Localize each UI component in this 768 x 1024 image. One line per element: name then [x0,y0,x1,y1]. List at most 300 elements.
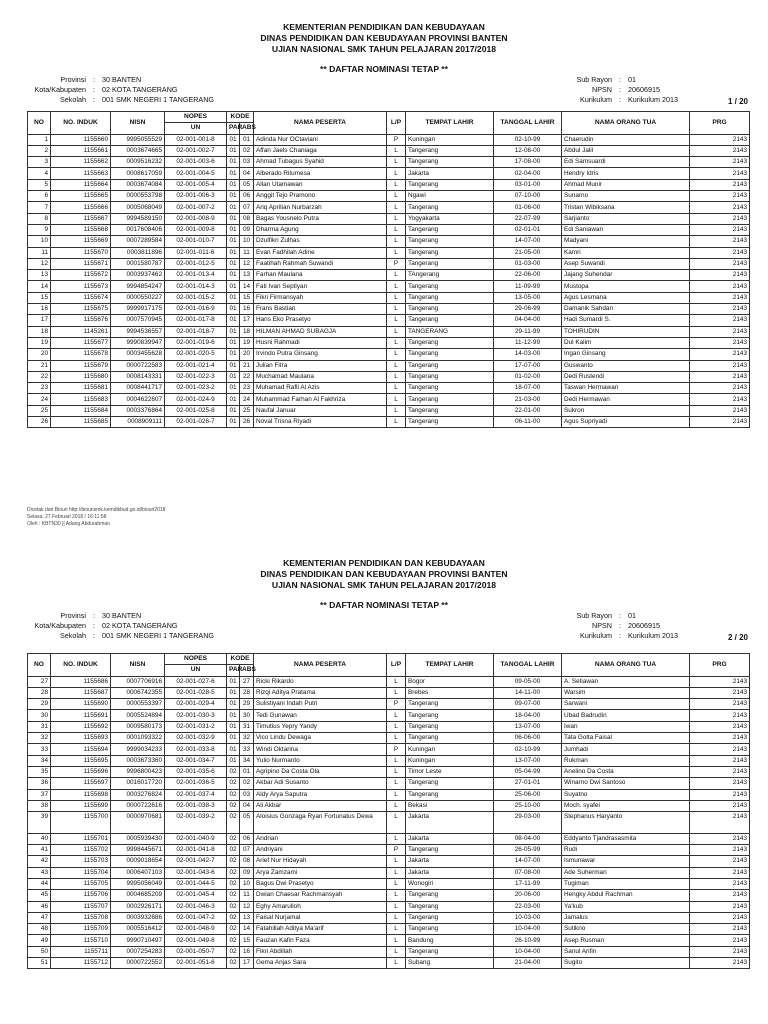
row-no: 30 [28,710,51,721]
row-no: 26 [28,417,51,428]
row-ortu: Abdul Jalil [562,145,690,156]
row-nama: Andriyani [254,845,387,856]
table-row [28,710,750,721]
row-nopes: 02-001-015-2 [165,292,227,303]
row-ortu: Damanik Sahdan [562,304,690,315]
table-row [28,157,750,168]
row-nopes: 02-001-004-5 [165,168,227,179]
row-abs: 08 [240,213,254,224]
row-par: 02 [227,958,240,969]
row-lp: L [387,247,406,258]
row-abs: 24 [240,394,254,405]
row-lp: L [387,224,406,235]
row-tanggal: 13-07-00 [494,721,562,732]
row-tempat: Jakarta [406,812,494,834]
row-tanggal: 02-01-01 [494,224,562,235]
row-no: 27 [28,676,51,687]
row-nisn: 0003811896 [111,247,165,258]
row-prg: 2143 [690,292,750,303]
table-row [28,281,750,292]
row-nama [254,812,387,834]
row-ortu: Tata Golta Faisal [562,733,690,744]
row-tanggal: 08-04-00 [494,833,562,844]
table-row [28,721,750,732]
row-nisn: 9999917175 [111,304,165,315]
row-nisn: 9990710497 [111,935,165,946]
row-nopes: 02-001-029-4 [165,699,227,710]
row-nisn: 0008143331 [111,371,165,382]
row-prg: 2143 [690,270,750,281]
row-prg: 2143 [690,157,750,168]
row-lp: L [387,833,406,844]
row-lp: L [387,304,406,315]
row-induk: 1155663 [51,168,111,179]
row-prg: 2143 [690,789,750,800]
row-prg: 2143 [690,145,750,156]
row-ortu: Taswan Hermawan [562,383,690,394]
row-no: 18 [28,326,51,337]
row-abs: 14 [240,281,254,292]
row-no: 32 [28,733,51,744]
row-nisn: 0016017720 [111,778,165,789]
row-nisn: 9990839947 [111,337,165,348]
row-tempat: Tangerang [406,394,494,405]
row-nama: Fauzan Kafin Faza [254,935,387,946]
header-ministry: KEMENTERIAN PENDIDIKAN DAN KEBUDAYAAN [283,558,485,568]
row-no: 5 [28,179,51,190]
row-nama: Muchamad Maulana [254,371,387,382]
row-lp: P [387,845,406,856]
row-nopes: 02-001-038-3 [165,800,227,811]
row-nopes: 02-001-040-9 [165,833,227,844]
row-tanggal: 10-03-00 [494,912,562,923]
row-nisn: 0003932686 [111,912,165,923]
page-number: 2 / 20 [727,633,748,642]
row-ortu: Ingan Ginsang [562,349,690,360]
row-tempat: Kuningan [406,755,494,766]
row-prg: 2143 [690,315,750,326]
row-nama: Affan Jaels Chaniaga [254,145,387,156]
row-nisn: 0017608406 [111,224,165,235]
row-nisn: 0007254283 [111,946,165,957]
row-nisn: 0005068049 [111,202,165,213]
row-par: 01 [227,236,240,247]
table-row [28,755,750,766]
row-par: 01 [227,721,240,732]
row-prg: 2143 [690,878,750,889]
table-row [28,833,750,844]
row-abs: 25 [240,405,254,416]
row-prg: 2143 [690,812,750,834]
row-ortu: Iwan [562,721,690,732]
row-no: 22 [28,371,51,382]
row-lp: L [387,157,406,168]
table-row [28,935,750,946]
row-par: 01 [227,292,240,303]
row-induk: 1155703 [51,856,111,867]
row-par: 01 [227,258,240,269]
row-tempat: Tangerang [406,789,494,800]
row-nama: Fati Ivan Septiyan [254,281,387,292]
row-abs: 32 [240,733,254,744]
header-ministry: KEMENTERIAN PENDIDIKAN DAN KEBUDAYAAN [283,22,485,32]
row-ortu: Jajang Suhendar [562,270,690,281]
row-prg: 2143 [690,833,750,844]
row-abs: 10 [240,236,254,247]
row-no: 41 [28,845,51,856]
row-abs: 14 [240,924,254,935]
table-row [28,304,750,315]
nominee-table [27,111,750,428]
row-tempat: Tangerang [406,778,494,789]
row-no: 46 [28,901,51,912]
row-ortu: Eddyanto Tjandrasasmita [562,833,690,844]
row-prg: 2143 [690,281,750,292]
row-ortu: Suyatno [562,789,690,800]
row-nisn: 9995055529 [111,134,165,145]
row-par: 02 [227,845,240,856]
row-ortu: Mustopa [562,281,690,292]
row-lp: L [387,281,406,292]
row-tempat: Tangerang [406,360,494,371]
row-lp: L [387,417,406,428]
row-nopes: 02-001-006-3 [165,191,227,202]
row-induk: 1155697 [51,778,111,789]
row-induk: 1155708 [51,912,111,923]
table-row [28,224,750,235]
row-tempat: Tangerang [406,417,494,428]
row-prg: 2143 [690,213,750,224]
row-abs: 08 [240,856,254,867]
provinsi-value: 30 BANTEN [102,75,142,84]
row-lp: L [387,924,406,935]
row-prg: 2143 [690,699,750,710]
row-no: 3 [28,157,51,168]
row-tempat: Brebes [406,687,494,698]
row-nisn: 0000722552 [111,958,165,969]
row-nopes: 02-001-008-9 [165,213,227,224]
row-nopes: 02-001-042-7 [165,856,227,867]
row-nopes: 02-001-025-8 [165,405,227,416]
footer-source: Dicetak dari Bioun http://biounsmk.kemdikbud.go.id/bioun2018 [27,507,166,513]
row-nopes: 02-001-014-3 [165,281,227,292]
row-tanggal: 01-06-00 [494,202,562,213]
row-prg: 2143 [690,845,750,856]
row-nopes: 02-001-027-6 [165,676,227,687]
row-abs: 33 [240,744,254,755]
row-prg: 2143 [690,191,750,202]
row-abs: 16 [240,304,254,315]
row-tempat: Tangerang [406,371,494,382]
col-induk: NO. INDUK [51,112,111,135]
row-tempat: Bandung [406,935,494,946]
row-prg: 2143 [690,417,750,428]
row-tempat: Bogor [406,676,494,687]
row-no: 21 [28,360,51,371]
row-nama: Arya Zamzami [254,867,387,878]
row-nama: Faatihah Rahmah Suwandi [254,258,387,269]
row-tempat: Tangerang [406,258,494,269]
row-induk: 1155681 [51,383,111,394]
row-no: 43 [28,867,51,878]
row-ortu: Rudi [562,845,690,856]
row-induk: 1155696 [51,766,111,777]
col-kode: KODE [227,654,254,665]
table-row [28,191,750,202]
subrayon-label: Sub Rayon [576,611,612,620]
row-lp: L [387,349,406,360]
subrayon-value: 01 [628,611,636,620]
row-prg: 2143 [690,958,750,969]
kurikulum-label: Kurikulum [580,95,612,104]
row-prg: 2143 [690,383,750,394]
row-par: 01 [227,417,240,428]
table-row [28,168,750,179]
row-lp: L [387,733,406,744]
row-ortu: Warsim [562,687,690,698]
row-lp: P [387,744,406,755]
row-lp: L [387,812,406,834]
row-abs: 05 [240,179,254,190]
row-nopes: 02-001-013-4 [165,270,227,281]
table-row [28,878,750,889]
row-induk: 1155674 [51,292,111,303]
row-nopes: 02-001-003-6 [165,157,227,168]
row-tanggal: 09-07-00 [494,699,562,710]
row-abs: 01 [240,134,254,145]
col-tempat: TEMPAT LAHIR [406,112,494,135]
row-induk: 1155701 [51,833,111,844]
row-induk: 1155695 [51,755,111,766]
row-ortu: Edi Samsuardi [562,157,690,168]
row-tempat: Wonogiri [406,878,494,889]
row-lp: L [387,191,406,202]
row-tanggal: 02-10-99 [494,134,562,145]
row-induk: 1155673 [51,281,111,292]
row-nisn: 0001580787 [111,258,165,269]
table-row [28,236,750,247]
row-nopes: 02-001-032-9 [165,733,227,744]
row-prg: 2143 [690,258,750,269]
row-tempat: Tangerang [406,405,494,416]
row-tempat: Tangerang [406,890,494,901]
row-ortu: Asep Suwandi [562,258,690,269]
row-abs: 21 [240,360,254,371]
row-prg: 2143 [690,867,750,878]
row-ortu: Sanul Arifin [562,946,690,957]
table-row [28,744,750,755]
row-tempat: TANGERANG [406,326,494,337]
row-no: 31 [28,721,51,732]
row-nama: HILMAN AHMAD SUBAGJA [254,326,387,337]
row-lp: L [387,878,406,889]
row-no: 6 [28,191,51,202]
row-nama: Julian Fitra [254,360,387,371]
row-lp: L [387,360,406,371]
row-nopes: 02-001-028-5 [165,687,227,698]
row-no: 12 [28,258,51,269]
row-lp: L [387,901,406,912]
row-par: 01 [227,213,240,224]
row-no: 50 [28,946,51,957]
row-nopes: 02-001-045-4 [165,890,227,901]
row-prg: 2143 [690,337,750,348]
row-par: 01 [227,157,240,168]
row-tempat: Yogyakarta [406,213,494,224]
row-induk: 1155684 [51,405,111,416]
row-abs: 28 [240,687,254,698]
row-tempat: Tangerang [406,202,494,213]
row-induk: 1155710 [51,935,111,946]
subrayon-value: 01 [628,75,636,84]
row-par: 01 [227,326,240,337]
row-ortu: Ubad Badrudin [562,710,690,721]
row-nama: Timutius Yepry Yandy [254,721,387,732]
header-dinas: DINAS PENDIDIKAN DAN KEBUDAYAAN PROVINSI BANTEN [260,33,508,43]
row-nopes: 02-001-034-7 [165,755,227,766]
row-nisn: 0008617059 [111,168,165,179]
row-par: 01 [227,360,240,371]
row-abs: 34 [240,755,254,766]
row-ortu: Agus Lesmana [562,292,690,303]
row-tempat: Tangerang [406,145,494,156]
row-nisn: 0008441717 [111,383,165,394]
row-lp: L [387,270,406,281]
row-nopes: 02-001-048-9 [165,924,227,935]
row-nama: Ariq Aprilian Nurbarzah [254,202,387,213]
row-nama: Noval Trisna Riyadi [254,417,387,428]
row-nisn: 9994536557 [111,326,165,337]
row-no: 51 [28,958,51,969]
row-prg: 2143 [690,733,750,744]
row-nama: Aldy Arya Saputra [254,789,387,800]
row-nama: Sulistiyani Indah Putri [254,699,387,710]
row-nopes: 02-001-009-8 [165,224,227,235]
row-nopes: 02-001-037-4 [165,789,227,800]
row-nisn: 0006742355 [111,687,165,698]
row-no: 13 [28,270,51,281]
row-induk: 1155712 [51,958,111,969]
row-prg: 2143 [690,326,750,337]
kurikulum-label: Kurikulum [580,631,612,640]
row-lp: L [387,145,406,156]
row-nisn: 0009580173 [111,721,165,732]
row-nama: Yulio Nurmanto [254,755,387,766]
row-tanggal: 18-07-00 [494,383,562,394]
row-no: 1 [28,134,51,145]
row-nama: Gema Anjas Sara [254,958,387,969]
row-tanggal: 12-08-00 [494,145,562,156]
row-lp: L [387,958,406,969]
row-nama: Windi Oktarina [254,744,387,755]
row-par: 01 [227,394,240,405]
row-induk: 1155693 [51,733,111,744]
table-row [28,134,750,145]
row-tempat: Tangerang [406,315,494,326]
row-tanggal: 17-11-99 [494,878,562,889]
row-prg: 2143 [690,946,750,957]
row-induk: 1155661 [51,145,111,156]
row-no: 36 [28,778,51,789]
row-ortu: Ahmad Munir [562,179,690,190]
table-row [28,337,750,348]
row-prg: 2143 [690,744,750,755]
table-row [28,778,750,789]
row-ortu: Hadi Sumardi S. [562,315,690,326]
row-induk: 1155700 [51,812,111,834]
row-nama: Naufal Januar [254,405,387,416]
row-nama: Fikri Abdillah [254,946,387,957]
row-lp: L [387,912,406,923]
row-induk: 1155671 [51,258,111,269]
col-un: UN [165,665,227,676]
table-row [28,417,750,428]
row-no: 20 [28,349,51,360]
header-exam: UJIAN NASIONAL SMK TAHUN PELAJARAN 2017/2018 [271,44,497,54]
row-induk: 1155669 [51,236,111,247]
row-prg: 2143 [690,360,750,371]
row-par: 02 [227,924,240,935]
row-nama: Rizqi Aditya Pratama [254,687,387,698]
row-prg: 2143 [690,394,750,405]
row-ortu: Hendry Idris [562,168,690,179]
row-induk: 1155706 [51,890,111,901]
row-abs: 13 [240,912,254,923]
row-tempat: Timor Leste [406,766,494,777]
table-row [28,394,750,405]
row-induk: 1155664 [51,179,111,190]
row-tanggal: 22-01-00 [494,405,562,416]
sekolah-value: 001 SMK NEGERI 1 TANGERANG [102,631,214,640]
row-prg: 2143 [690,687,750,698]
row-tanggal: 21-05-00 [494,247,562,258]
row-nisn: 0002926171 [111,901,165,912]
row-no: 4 [28,168,51,179]
row-ortu: Jumhadi [562,744,690,755]
table-row [28,349,750,360]
row-par: 02 [227,935,240,946]
row-tanggal: 17-08-00 [494,157,562,168]
row-nopes: 02-001-047-2 [165,912,227,923]
row-nisn: 0009516232 [111,157,165,168]
row-induk: 1155660 [51,134,111,145]
row-no: 17 [28,315,51,326]
nominee-table [27,653,750,969]
row-lp: L [387,202,406,213]
row-tanggal: 20-06-00 [494,890,562,901]
row-nama: Evan Fadhilah Adine [254,247,387,258]
header-exam: UJIAN NASIONAL SMK TAHUN PELAJARAN 2017/2018 [271,580,497,590]
row-abs: 02 [240,145,254,156]
row-induk: 1155667 [51,213,111,224]
row-tanggal: 13-05-00 [494,292,562,303]
row-nopes: 02-001-039-2 [165,812,227,834]
row-tempat: Tangerang [406,946,494,957]
row-par: 01 [227,304,240,315]
row-nopes: 02-001-031-2 [165,721,227,732]
row-prg: 2143 [690,912,750,923]
row-induk: 1155692 [51,721,111,732]
row-lp: L [387,890,406,901]
row-ortu: Hengky Abdul Rachman [562,890,690,901]
row-nama: Andrian [254,833,387,844]
row-nisn: 0000553397 [111,699,165,710]
row-nisn: 0005516412 [111,924,165,935]
row-nisn: 0006407103 [111,867,165,878]
row-induk: 1155699 [51,800,111,811]
row-nisn: 0007289584 [111,236,165,247]
row-prg: 2143 [690,710,750,721]
